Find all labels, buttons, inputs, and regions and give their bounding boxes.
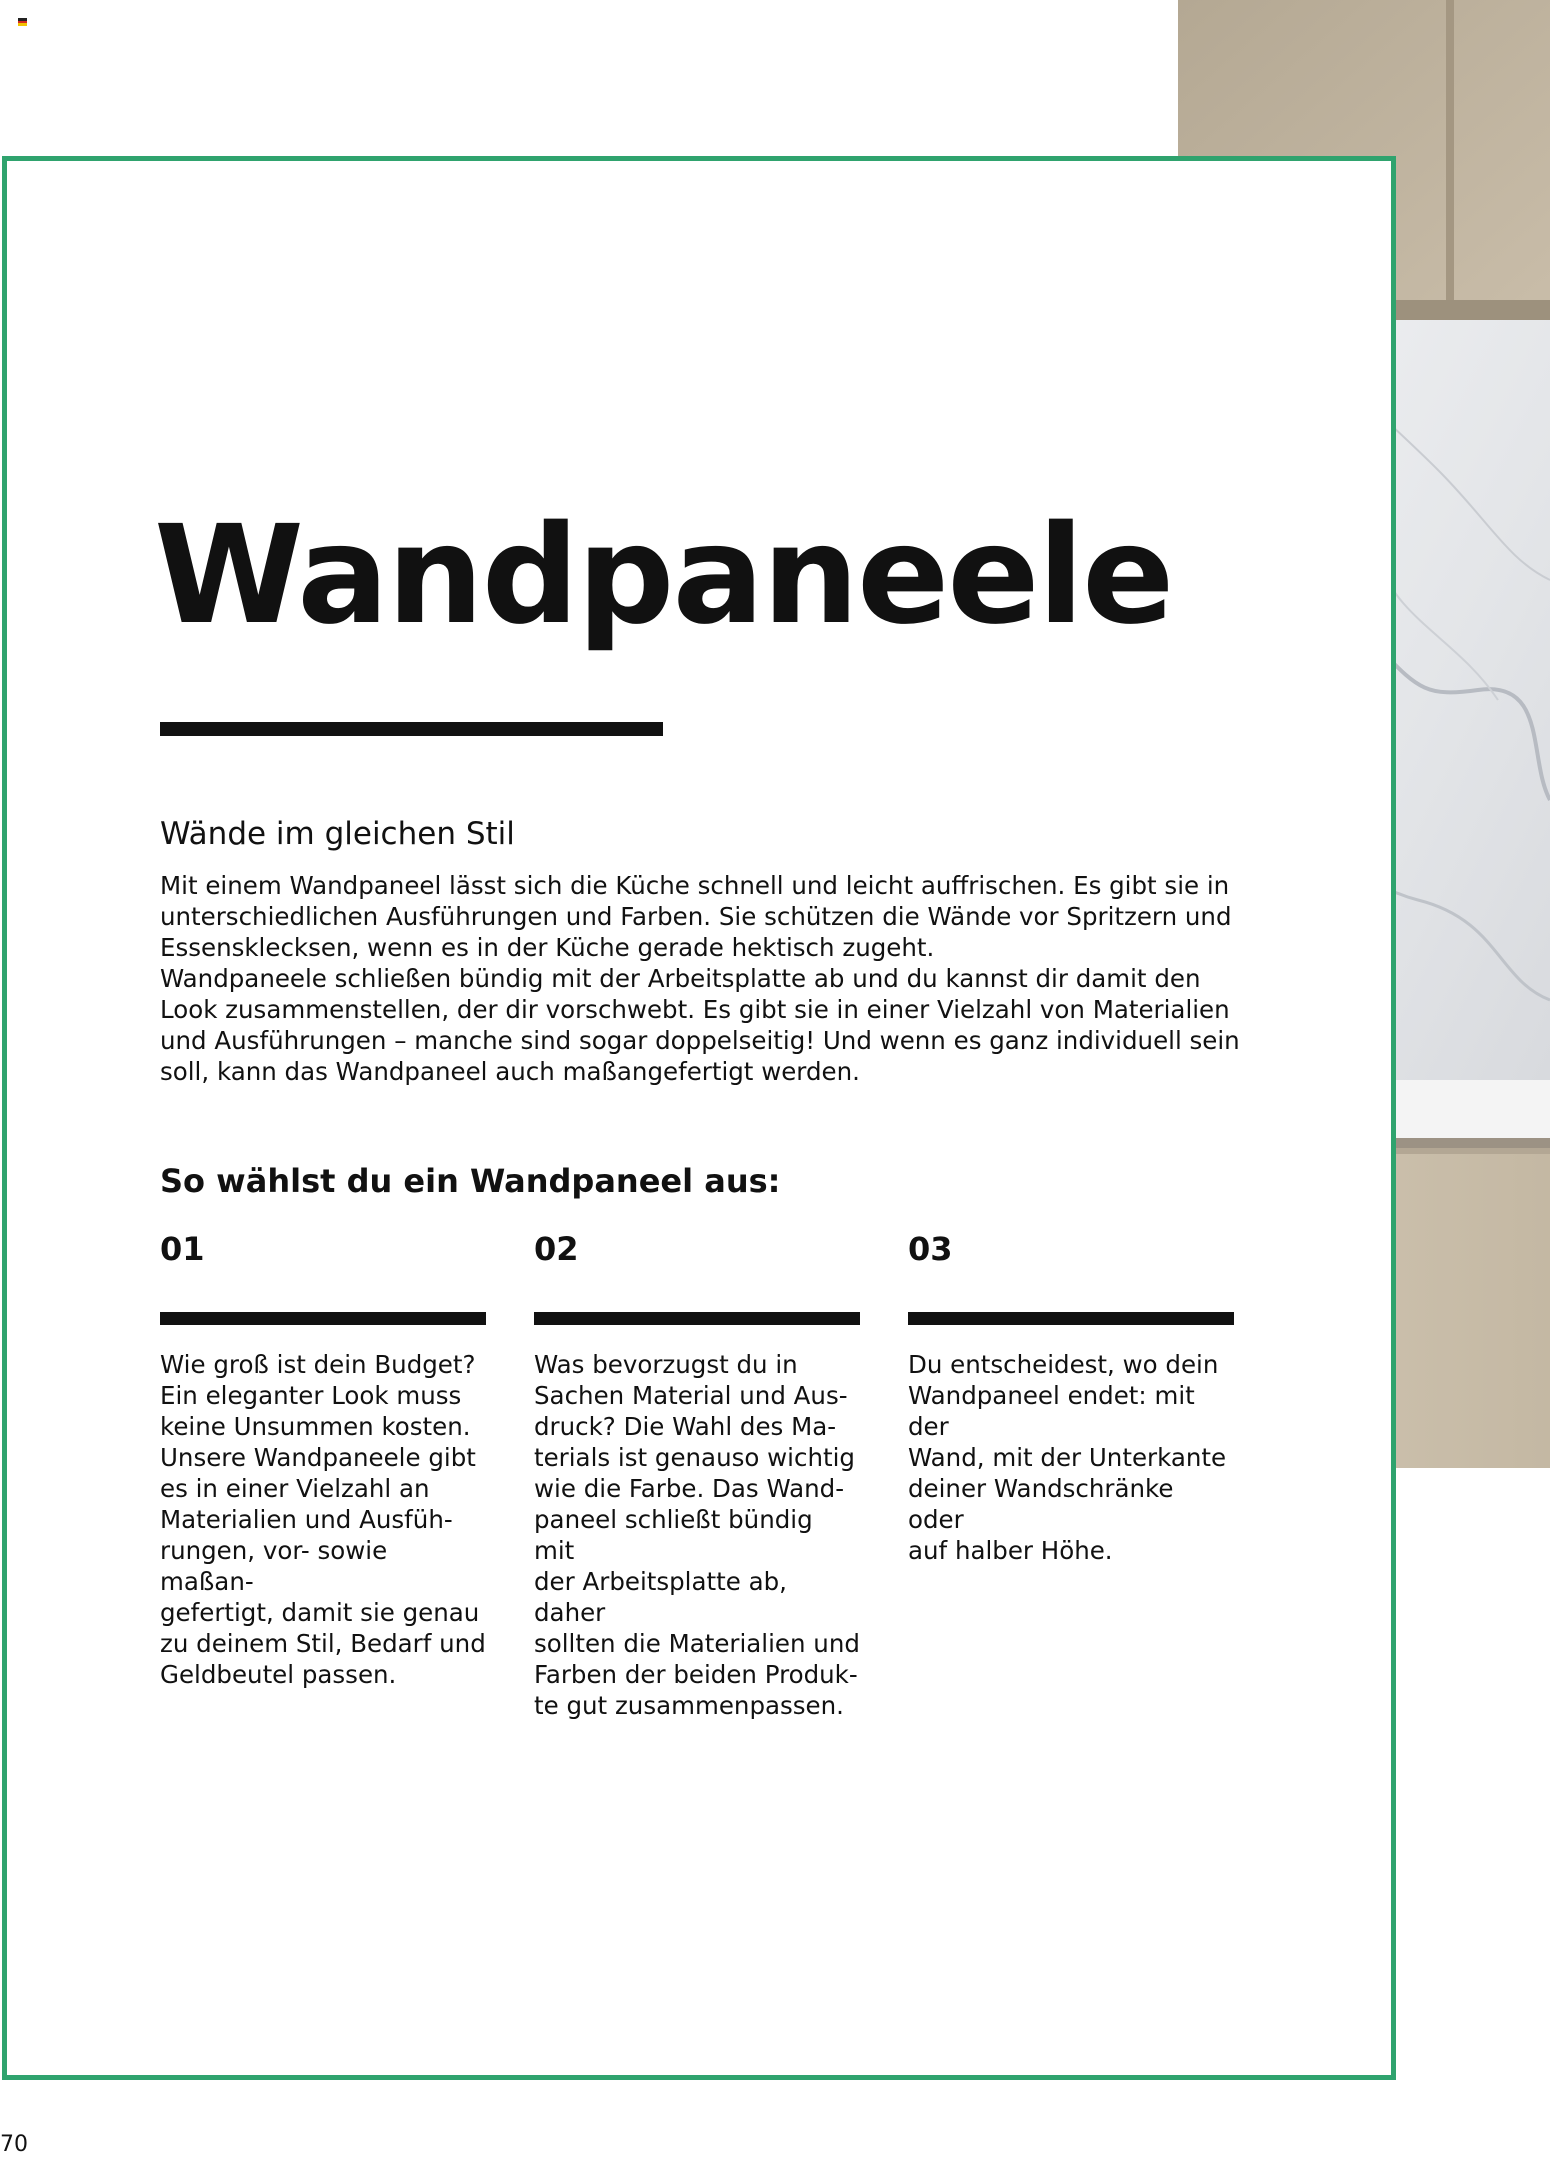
- flag-icon: [18, 18, 27, 26]
- howto-heading: So wählst du ein Wandpaneel aus:: [160, 1162, 781, 1200]
- step-text: Wie groß ist dein Budget? Ein eleganter Look muss keine Unsummen kosten. Unsere Wandpaneele gibt es in einer Vielzahl an Materialien und Ausfüh- rungen, vor- sowie maßan- gefertigt, damit sie genau zu deinem Stil, Bedarf und Geldbeutel passen.: [160, 1350, 486, 1689]
- step-column: [534, 1226, 860, 1721]
- step-number: 03: [908, 1230, 953, 1268]
- step-divider: [908, 1312, 1234, 1325]
- step-divider: [534, 1312, 860, 1325]
- intro-paragraph: Mit einem Wandpaneel lässt sich die Küche schnell und leicht auffrischen. Es gibt sie in unterschiedlichen Ausführungen und Farben. Sie schützen die Wände vor Spritzern und Essensklecksen, wenn es in der Küche gerade hektisch zugeht. Wandpaneele schließen bündig mit der Arbeitsplatte ab und du kannst dir damit den Look zusammenstellen, der dir vorschwebt. Es gibt sie in einer Vielzahl von Materialien und Ausführungen – manche sind sogar doppelseitig! Und wenn es ganz individuell sein soll, kann das Wandpaneel auch maßangefertigt werden.: [160, 871, 1240, 1086]
- title-underline: [160, 722, 663, 736]
- step-text: Du entscheidest, wo dein Wandpaneel endet: mit der Wand, mit der Unterkante deiner Wandschränke oder auf halber Höhe.: [908, 1350, 1227, 1565]
- step-number: 02: [534, 1230, 579, 1268]
- step-column: [908, 1226, 1234, 1566]
- step-number: 01: [160, 1230, 205, 1268]
- step-text: Was bevorzugst du in Sachen Material und Aus- druck? Die Wahl des Ma- terials ist genauso wichtig wie die Farbe. Das Wand- paneel schließt bündig mit der Arbeitsplatte ab, daher sollten die Materialien und Farben der beiden Produk- te gut zusammenpassen.: [534, 1350, 860, 1720]
- intro-heading: Wände im gleichen Stil: [160, 816, 515, 852]
- step-divider: [160, 1312, 486, 1325]
- page-title: Wandpaneele: [154, 497, 1173, 655]
- step-column: [160, 1226, 486, 1690]
- content-frame: [2, 156, 1396, 2080]
- page-number: 70: [0, 2132, 28, 2157]
